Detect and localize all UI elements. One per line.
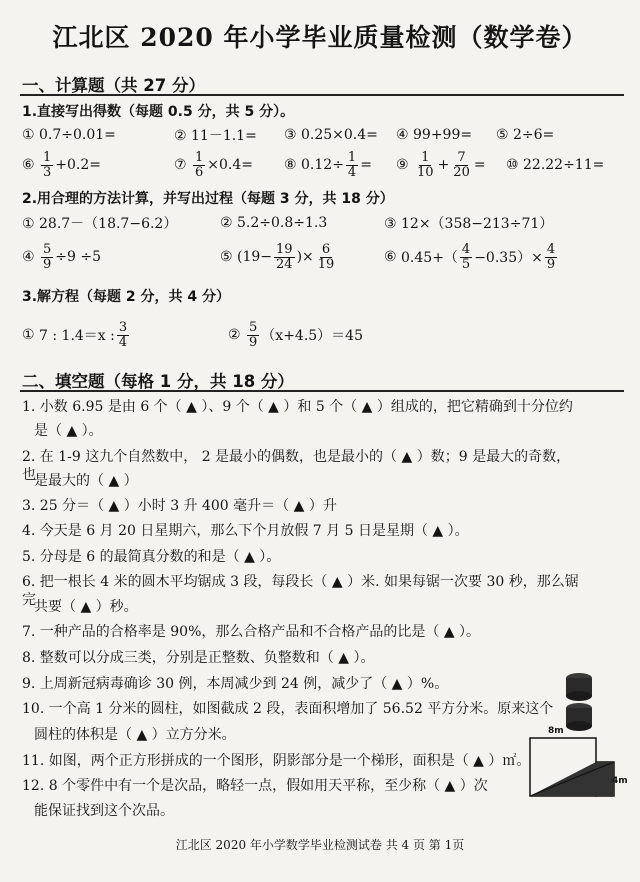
fraction: $\frac{7}{20}$ [453,149,470,180]
label-8m: 8m [548,726,564,736]
question-10-line1: 10. 一个高 1 分米的圆柱，如图截成 2 段，表面积增加了 56.52 平方分米。原来这个 [22,701,554,717]
question-4: 4. 今天是 6 月 20 日星期六，那么下个月放假 7 月 5 日是星期（ ▲ ）。 [22,523,469,539]
problem-10: ⑩ 22.22÷11= [506,157,605,173]
question-2-line1: 2. 在 1-9 这九个自然数中， 2 是最小的偶数，也是最小的（ ▲ ）数；9 是最大的奇数，也 [22,449,571,483]
part2-heading: 2.用合理的方法计算，并写出过程（每题 3 分，共 18 分） [22,191,394,207]
part3-heading: 3.解方程（每题 2 分，共 4 分） [22,289,231,305]
problem-5: ⑤ 2÷6= [496,127,555,143]
part1-row1 [22,118,622,152]
problem-8: ⑧ 0.12÷ $\frac{1}{4}$ = [284,149,372,180]
question-8: 8. 整数可以分成三类，分别是正整数、负整数和（ ▲ ）。 [22,650,375,666]
question-1-line1: 1. 小数 6.95 是由 6 个（ ▲ ）、9 个（ ▲ ）和 5 个（ ▲ ）组成的，把它精确到十分位约 [22,399,573,415]
question-5: 5. 分母是 6 的最简真分数的和是（ ▲ ）。 [22,549,281,565]
calc-1: ① 28.7－（18.7−6.2） [22,216,178,232]
calc-2: ② 5.2÷0.8÷1.3 [220,215,328,231]
question-12-line1: 12. 8 个零件中有一个是次品，略轻一点，假如用天平称，至少称（ ▲ ）次 [22,778,488,794]
question-3: 3. 25 分＝（ ▲ ）小时 3 升 400 毫升＝（ ▲ ）升 [22,498,337,514]
question-6-line2: 共要（ ▲ ）秒。 [34,599,138,615]
calc-6: ⑥ 0.45+（ $\frac{4}{5}$ −0.35）× $\frac{4}{9}$ [384,241,556,272]
question-10-line2: 圆柱的体积是（ ▲ ）立方分米。 [34,727,236,743]
divider [20,390,624,392]
divider [20,94,624,96]
part2-row1 [22,206,622,240]
question-6-line1: 6. 把一根长 4 米的圆木平均锯成 3 段，每段长（ ▲ ）米. 如果每锯一次要 30 秒，那么锯完 [22,574,579,608]
question-11: 11. 如图，两个正方形拼成的一个图形，阴影部分是一个梯形，面积是（ ▲ ）㎡。 [22,753,531,769]
calc-5: ⑤ (19− $\frac{19}{24}$ )× $\frac{6}{19}$ [220,241,335,272]
problem-4: ④ 99+99= [396,127,473,143]
part1-heading: 1.直接写出得数（每题 0.5 分，共 5 分）。 [22,104,295,120]
fraction: $\frac{5}{9}$ [249,319,258,350]
problem-6: ⑥ $\frac{1}{3}$ +0.2= [22,149,102,180]
fraction: $\frac{4}{9}$ [546,241,556,272]
fraction: $\frac{1}{10}$ [417,149,434,180]
fraction: $\frac{5}{9}$ [43,241,52,272]
question-7: 7. 一种产品的合格率是 90%，那么合格产品和不合格产品的比是（ ▲ ）。 [22,624,481,640]
section1-heading: 一、计算题（共 27 分） [22,76,205,95]
two-squares-figure [520,724,628,800]
problem-1: ① 0.7÷0.01= [22,127,116,143]
fraction: $\frac{1}{4}$ [347,149,357,180]
problem-9: ⑨ $\frac{1}{10}$ + $\frac{7}{20}$ = [396,149,486,180]
problem-2: ② 11－1.1= [174,128,257,144]
fraction: $\frac{3}{4}$ [118,319,128,350]
fraction: $\frac{1}{3}$ [43,149,52,180]
question-9: 9. 上周新冠病毒确诊 30 例，本周减少到 24 例，减少了（ ▲ ）%。 [22,676,449,692]
part3-row [22,318,622,352]
part1-row2 [22,148,622,182]
fraction: $\frac{4}{5}$ [461,241,471,272]
fraction: $\frac{6}{19}$ [317,241,335,272]
question-1-line2: 是（ ▲ ）。 [34,423,103,439]
fraction: $\frac{19}{24}$ [276,241,293,272]
question-2-line2: 是最大的（ ▲ ） [34,473,138,489]
question-12-line2: 能保证找到这个次品。 [34,803,174,819]
page-footer: 江北区 2020 年小学数学毕业检测试卷 共 4 页 第 1页 [175,838,465,852]
page-title: 江北区 2020 年小学毕业质量检测（数学卷） [52,23,588,52]
equation-2: ② $\frac{5}{9}$ （x+4.5）＝45 [228,319,364,350]
calc-4: ④ $\frac{5}{9}$ ÷9 ÷5 [22,241,102,272]
section2-heading: 二、填空题（每格 1 分，共 18 分） [22,372,294,391]
problem-7: ⑦ $\frac{1}{6}$ ×0.4= [174,149,254,180]
equation-1: ① 7 : 1.4＝x : $\frac{3}{4}$ [22,319,128,350]
part2-row2 [22,240,622,274]
problem-3: ③ 0.25×0.4= [284,127,378,143]
calc-3: ③ 12×（358−213÷71） [384,216,554,232]
label-4m: 4m [612,776,628,786]
fraction: $\frac{1}{6}$ [195,149,204,180]
